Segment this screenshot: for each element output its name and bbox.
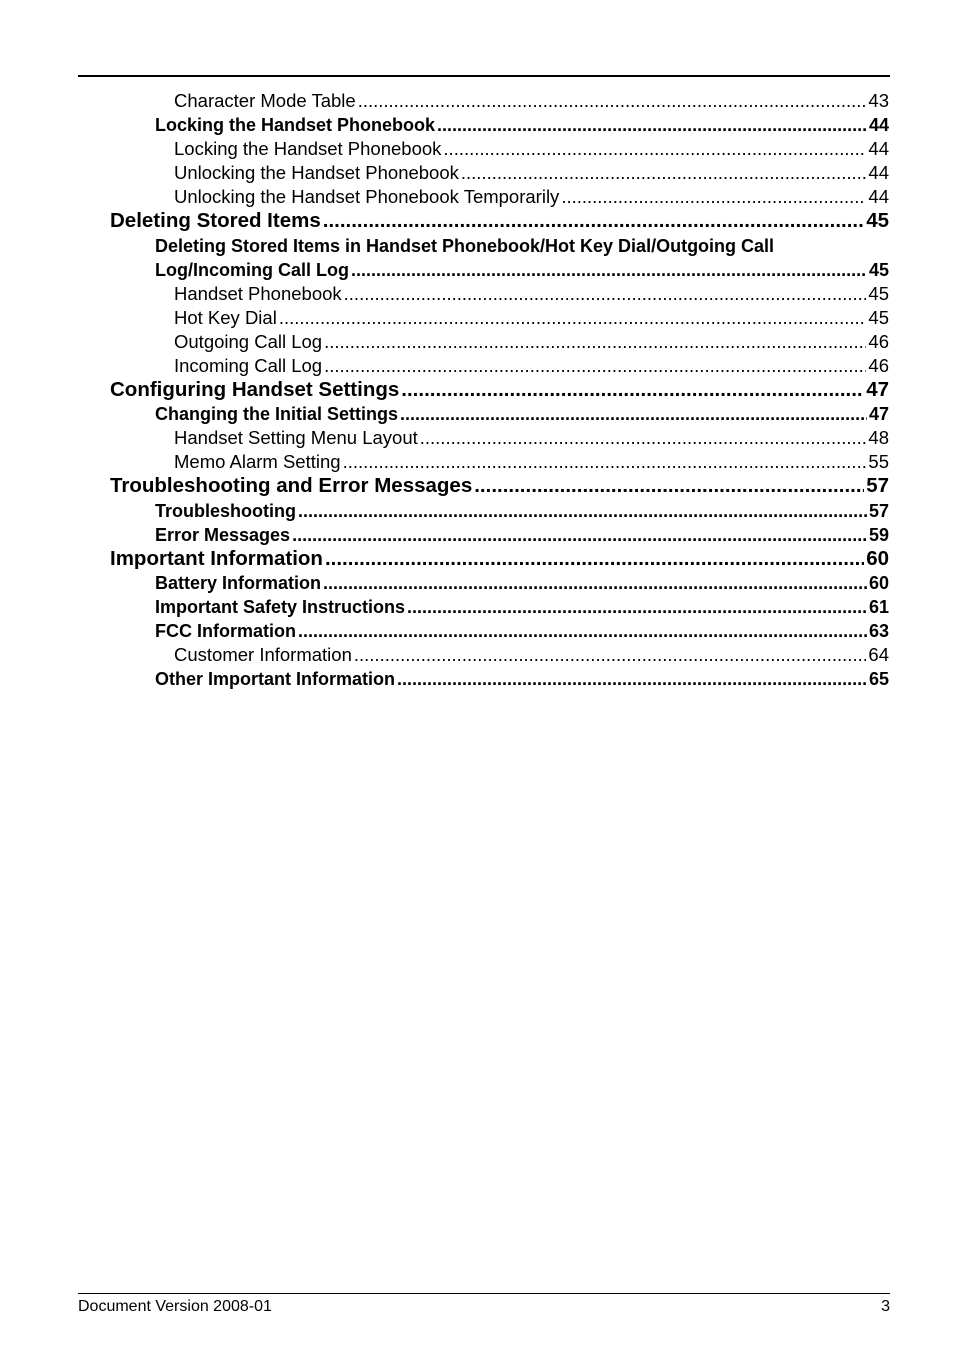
- toc-page-number: 44: [868, 186, 889, 207]
- toc-entry-title-line2: Log/Incoming Call Log: [155, 259, 349, 280]
- toc-entry[interactable]: [0, 306, 954, 330]
- toc-page-number: 45: [868, 259, 889, 280]
- toc-entry-title: Configuring Handset Settings: [110, 377, 400, 401]
- toc-leader-dots: [561, 185, 866, 209]
- toc-page-number: 48: [868, 427, 889, 448]
- toc-entry[interactable]: [0, 667, 954, 691]
- toc-leader-dots: [292, 523, 867, 547]
- toc-entry[interactable]: [0, 643, 954, 667]
- toc-leader-dots: [298, 499, 867, 523]
- toc-entry[interactable]: [0, 354, 954, 378]
- toc-leader-dots: [324, 354, 866, 378]
- toc-leader-dots: [461, 161, 867, 185]
- toc-entry-title: Error Messages: [155, 524, 291, 545]
- toc-leader-dots: [325, 547, 864, 572]
- toc-entry[interactable]: [0, 426, 954, 450]
- toc-entry[interactable]: [0, 571, 954, 595]
- toc-entry-title-line1[interactable]: Deleting Stored Items in Handset Phonebook/Hot Key Dial/Outgoing Call: [155, 235, 775, 256]
- toc-leader-dots: [400, 402, 867, 426]
- toc-entry-title: Deleting Stored Items: [110, 209, 321, 232]
- toc-leader-dots: [407, 595, 867, 619]
- toc-leader-dots: [279, 306, 867, 330]
- toc-leader-dots: [323, 209, 864, 234]
- toc-entry[interactable]: [0, 330, 954, 354]
- page-footer: [78, 1298, 890, 1316]
- toc-entry-title: Memo Alarm Setting: [174, 451, 341, 472]
- toc-entry[interactable]: [0, 185, 954, 209]
- toc-page-number: 44: [868, 138, 889, 159]
- toc-entry-title: FCC Information: [155, 621, 296, 641]
- toc-leader-dots: [298, 619, 867, 643]
- toc-page-number: 45: [868, 282, 889, 304]
- toc-entry[interactable]: [0, 137, 954, 161]
- toc-leader-dots: [443, 137, 866, 161]
- document-version: Document Version 2008-01: [78, 1298, 272, 1315]
- toc-entry[interactable]: [0, 282, 954, 306]
- toc-page-number: 61: [868, 597, 889, 617]
- toc-page-number: 44: [868, 115, 889, 135]
- toc-leader-dots: [358, 89, 867, 113]
- toc-entry[interactable]: [0, 89, 954, 113]
- toc-page-number: 57: [866, 474, 889, 497]
- toc-page-number: 59: [868, 524, 889, 545]
- toc-leader-dots: [474, 474, 864, 499]
- toc-page-number: 47: [866, 377, 889, 401]
- toc-entry[interactable]: [0, 474, 954, 499]
- toc-entry-title: Incoming Call Log: [174, 354, 323, 376]
- toc-entry[interactable]: [0, 258, 954, 282]
- toc-entry-title: Troubleshooting: [155, 500, 296, 521]
- toc-entry[interactable]: [0, 450, 954, 474]
- toc-entry[interactable]: [0, 547, 954, 572]
- toc-page-number: 55: [868, 451, 889, 472]
- toc-entry-title: Unlocking the Handset Phonebook Temporarily: [174, 186, 560, 207]
- toc-entry-title: Changing the Initial Settings: [155, 404, 398, 424]
- toc-entry-title: Important Information: [110, 546, 323, 570]
- toc-entry[interactable]: [0, 595, 954, 619]
- toc-page-number: 60: [868, 573, 889, 593]
- toc-entry-title: Hot Key Dial: [174, 306, 277, 328]
- toc-entry[interactable]: [0, 209, 954, 234]
- toc-entry[interactable]: [0, 619, 954, 643]
- toc-leader-dots: [420, 426, 867, 450]
- toc-page-number: 45: [866, 209, 889, 232]
- toc-entry-title: Customer Information: [174, 644, 352, 665]
- toc-entry-title: Locking the Handset Phonebook: [155, 115, 436, 135]
- toc-leader-dots: [397, 667, 867, 691]
- toc-leader-dots: [351, 258, 867, 282]
- toc-entry-title: Troubleshooting and Error Messages: [110, 474, 473, 497]
- page-number: 3: [881, 1298, 890, 1315]
- toc-entry-title: Unlocking the Handset Phonebook: [174, 162, 459, 183]
- toc-page-number: 44: [868, 162, 889, 183]
- toc-entry[interactable]: [0, 113, 954, 137]
- toc-entry-title: Outgoing Call Log: [174, 330, 323, 352]
- toc-entry[interactable]: [0, 161, 954, 185]
- toc-page-number: 57: [868, 500, 889, 521]
- toc-page-number: 46: [868, 330, 889, 352]
- toc-page-number: 46: [868, 354, 889, 376]
- toc-page-number: 43: [868, 90, 889, 111]
- toc-entry[interactable]: [0, 378, 954, 403]
- footer-rule: [78, 1293, 890, 1294]
- toc-leader-dots: [323, 571, 867, 595]
- toc-leader-dots: [354, 643, 867, 667]
- toc-leader-dots: [343, 450, 867, 474]
- toc-entry[interactable]: [0, 402, 954, 426]
- toc-page-number: 63: [868, 621, 889, 641]
- toc-entry-title: Important Safety Instructions: [155, 597, 406, 617]
- toc-entry-title: Handset Phonebook: [174, 282, 342, 304]
- toc-leader-dots: [324, 330, 866, 354]
- header-rule: [78, 75, 890, 77]
- toc-entry-title: Character Mode Table: [174, 90, 356, 111]
- toc-entry[interactable]: [0, 499, 954, 523]
- toc-page-number: 65: [868, 669, 889, 689]
- toc-entry-title: Battery Information: [155, 573, 322, 593]
- toc-entry-title: Handset Setting Menu Layout: [174, 427, 418, 448]
- toc-entry[interactable]: [0, 523, 954, 547]
- toc-page-number: 47: [868, 404, 889, 424]
- table-of-contents: [0, 89, 954, 691]
- toc-entry-title: Locking the Handset Phonebook: [174, 138, 442, 159]
- toc-leader-dots: [344, 282, 867, 306]
- toc-leader-dots: [401, 378, 864, 403]
- toc-page-number: 60: [866, 546, 889, 570]
- toc-page-number: 64: [868, 644, 889, 665]
- toc-leader-dots: [437, 113, 867, 137]
- toc-entry-title: Other Important Information: [155, 669, 395, 689]
- toc-page-number: 45: [868, 306, 889, 328]
